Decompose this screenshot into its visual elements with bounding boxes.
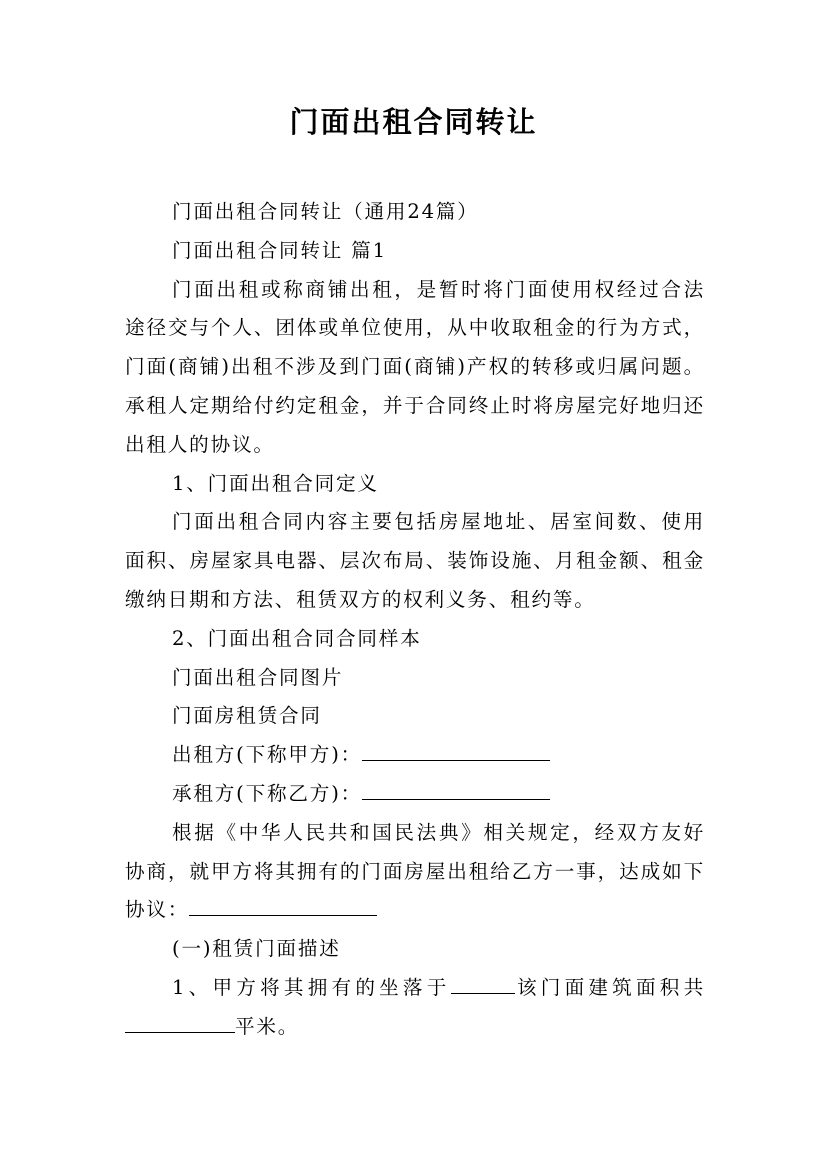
lessee-line [125, 775, 705, 814]
clause1-part2: 该门面建筑面积共 [514, 975, 705, 999]
lessor-label: 出租方(下称甲方)： [172, 743, 363, 767]
clause-heading: (一)租赁门面描述 [172, 937, 341, 961]
lessee-label: 承租方(下称乙方)： [172, 781, 363, 805]
area-blank [125, 1008, 235, 1033]
clause1-part1: 1、甲方将其拥有的坐落于 [172, 975, 451, 999]
lessee-blank [362, 775, 550, 800]
agreement-blank [189, 891, 377, 916]
section1-paragraph: 门面出租合同内容主要包括房屋地址、居室间数、使用面积、房屋家具电器、层次布局、装饰设施、月租金额、租金缴纳日期和方法、租赁双方的权利义务、租约等。 [125, 510, 705, 611]
document-body [125, 193, 705, 1047]
document-subtitle: 门面出租合同转让（通用24篇） [172, 200, 479, 223]
intro-paragraph: 门面出租或称商铺出租，是暂时将门面使用权经过合法途径交与个人、团体或单位使用，从中收取租金的行为方式，门面(商铺)出租不涉及到门面(商铺)产权的转移或归属问题。承租人定期给付约定租金，并于合同终止时将房屋完好地归还出租人的协议。 [125, 277, 705, 456]
agreement-text: 根据《中华人民共和国民法典》相关规定，经双方友好协商，就甲方将其拥有的门面房屋出租给乙方一事，达成如下协议： [125, 820, 705, 922]
agreement-paragraph [125, 814, 705, 930]
chapter-heading: 门面出租合同转让 篇1 [172, 238, 387, 262]
clause1-part3: 平米。 [235, 1014, 300, 1038]
contract-name: 门面房租赁合同 [172, 704, 322, 728]
clause1-paragraph [125, 969, 705, 1047]
section2-heading: 2、门面出租合同合同样本 [172, 626, 422, 650]
location-blank [451, 969, 515, 994]
section1-heading: 1、门面出租合同定义 [172, 471, 379, 495]
lessor-line [125, 736, 705, 775]
lessor-blank [362, 736, 550, 761]
image-caption: 门面出租合同图片 [172, 665, 344, 689]
document-title: 门面出租合同转让 [289, 105, 538, 139]
